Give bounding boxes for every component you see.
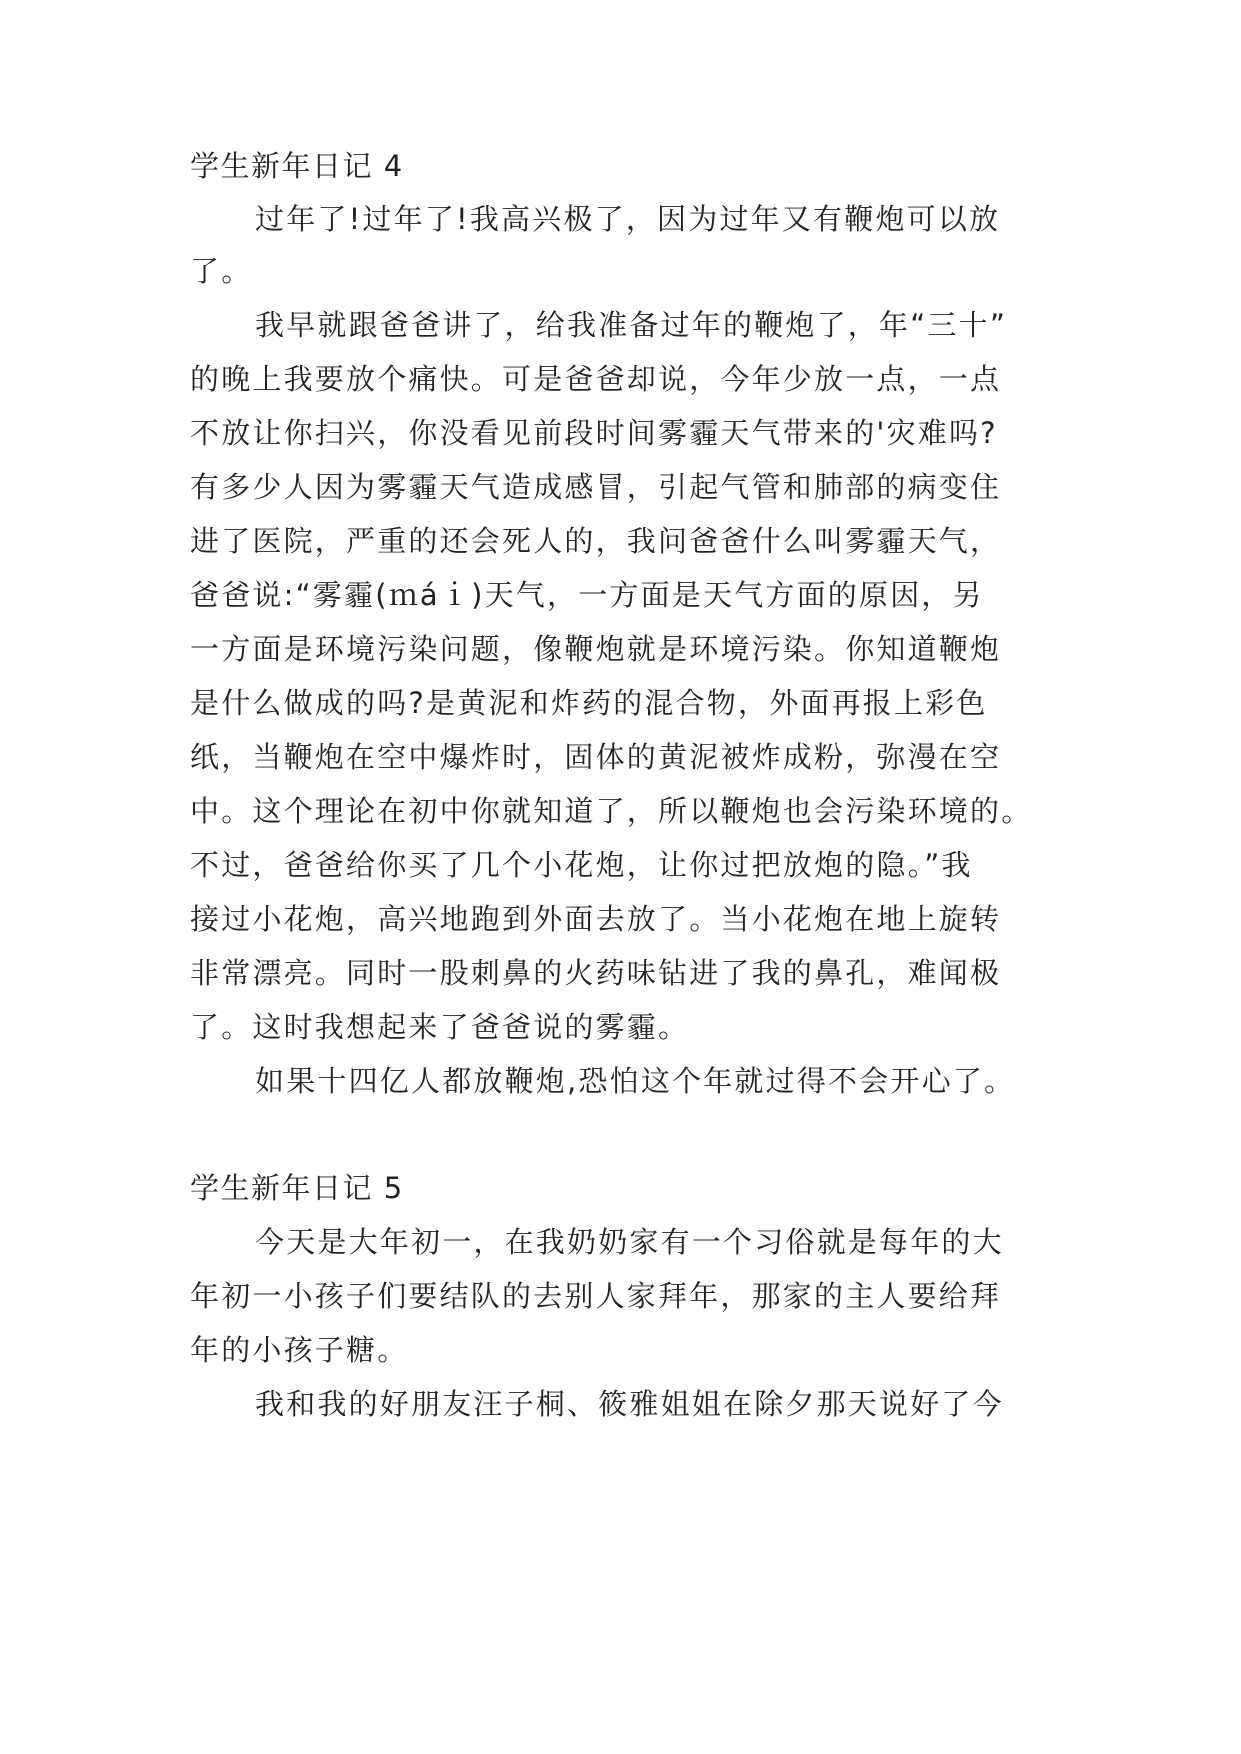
paragraph-line: 如果十四亿人都放鞭炮,恐怕这个年就过得不会开心了。 bbox=[255, 1064, 1016, 1098]
paragraph-line: 是什么做成的吗?是黄泥和炸药的混合物，外面再报上彩色 bbox=[190, 686, 988, 720]
entry-title-4: 学生新年日记 4 bbox=[190, 149, 404, 183]
paragraph-line: 过年了!过年了!我高兴极了，因为过年又有鞭炮可以放 bbox=[255, 202, 1001, 236]
paragraph-line: 了。 bbox=[190, 254, 253, 288]
paragraph-line: 进了医院，严重的还会死人的，我问爸爸什么叫雾霾天气， bbox=[190, 524, 1002, 558]
paragraph-line: 接过小花炮，高兴地跑到外面去放了。当小花炮在地上旋转 bbox=[190, 902, 1002, 936]
paragraph-line: 一方面是环境污染问题，像鞭炮就是环境污染。你知道鞭炮 bbox=[190, 632, 1002, 666]
paragraph-line: 有多少人因为雾霾天气造成感冒，引起气管和肺部的病变住 bbox=[190, 470, 1002, 504]
paragraph-line: 不过，爸爸给你买了几个小花炮，让你过把放炮的隐。”我 bbox=[190, 848, 973, 882]
paragraph-line: 中。这个理论在初中你就知道了，所以鞭炮也会污染环境的。 bbox=[190, 794, 1033, 828]
paragraph-line: 我早就跟爸爸讲了，给我准备过年的鞭炮了，年“三十” bbox=[255, 308, 1008, 342]
paragraph-line: 我和我的好朋友汪子桐、筱雅姐姐在除夕那天说好了今 bbox=[255, 1387, 1004, 1421]
entry-title-5: 学生新年日记 5 bbox=[190, 1171, 404, 1205]
paragraph-line: 不放让你扫兴，你没看见前段时间雾霾天气带来的'灾难吗? bbox=[190, 416, 998, 450]
paragraph-line: 年初一小孩子们要结队的去别人家拜年，那家的主人要给拜 bbox=[190, 1279, 1002, 1313]
paragraph-line: 爸爸说:“雾霾(ｍáｉ)天气，一方面是天气方面的原因，另 bbox=[190, 578, 984, 612]
paragraph-line: 纸，当鞭炮在空中爆炸时，固体的黄泥被炸成粉，弥漫在空 bbox=[190, 740, 1002, 774]
paragraph-line: 非常漂亮。同时一股刺鼻的火药味钻进了我的鼻孔，难闻极 bbox=[190, 956, 1002, 990]
paragraph-line: 今天是大年初一，在我奶奶家有一个习俗就是每年的大 bbox=[255, 1225, 1004, 1259]
paragraph-line: 了。这时我想起来了爸爸说的雾霾。 bbox=[190, 1010, 690, 1044]
paragraph-line: 年的小孩子糖。 bbox=[190, 1333, 409, 1367]
paragraph-line: 的晚上我要放个痛快。可是爸爸却说，今年少放一点，一点 bbox=[190, 362, 1002, 396]
